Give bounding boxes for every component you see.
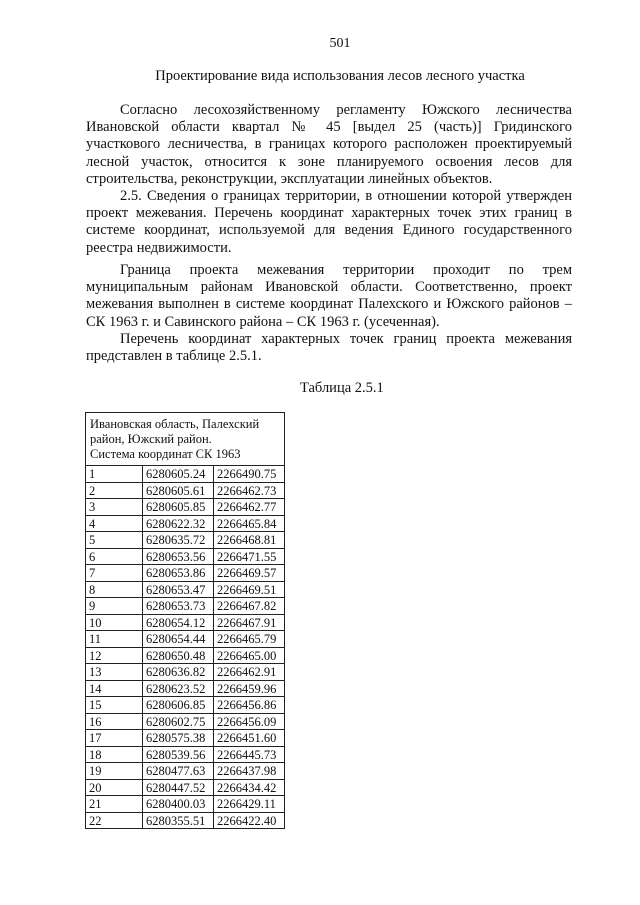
point-number-cell: 10: [86, 614, 143, 631]
paragraph-districts: [86, 262, 572, 331]
y-coordinate-cell: 2266465.79: [214, 631, 285, 648]
y-coordinate-cell: 2266451.60: [214, 730, 285, 747]
x-coordinate-cell: 6280355.51: [143, 812, 214, 829]
paragraph-text: Согласно лесохозяйственному регламенту Южского лесничества Ивановской области квартал № 45 [выдел 25 (часть)] Гридинского участкового лесничества, в границах которого расположен проектируемый лесной участок, относится к зоне планируемого освоения лесов для строительства, реконструкции, эксплуатации линейных объектов.: [86, 102, 572, 187]
x-coordinate-cell: 6280653.73: [143, 598, 214, 615]
page-number: 501: [329, 36, 351, 51]
point-number-cell: 6: [86, 548, 143, 565]
table-row: [86, 515, 285, 532]
y-coordinate-cell: 2266468.81: [214, 532, 285, 549]
point-number-cell: 16: [86, 713, 143, 730]
table-row: [86, 796, 285, 813]
x-coordinate-cell: 6280636.82: [143, 664, 214, 681]
header-region-line: Ивановская область, Палехский: [90, 417, 260, 431]
y-coordinate-cell: 2266490.75: [214, 466, 285, 483]
table-row: [86, 482, 285, 499]
table-row: [86, 713, 285, 730]
y-coordinate-cell: 2266465.84: [214, 515, 285, 532]
table-row: [86, 697, 285, 714]
x-coordinate-cell: 6280605.61: [143, 482, 214, 499]
point-number-cell: 11: [86, 631, 143, 648]
y-coordinate-cell: 2266469.57: [214, 565, 285, 582]
paragraph-text: Перечень координат характерных точек границ проекта межевания представлен в таблице 2.5.1.: [86, 331, 572, 365]
table-row: [86, 548, 285, 565]
x-coordinate-cell: 6280653.86: [143, 565, 214, 582]
table-row: [86, 812, 285, 829]
table-caption: Таблица 2.5.1: [300, 380, 384, 396]
x-coordinate-cell: 6280447.52: [143, 779, 214, 796]
table-row: [86, 680, 285, 697]
x-coordinate-cell: 6280539.56: [143, 746, 214, 763]
x-coordinate-cell: 6280623.52: [143, 680, 214, 697]
x-coordinate-cell: 6280575.38: [143, 730, 214, 747]
table-row: [86, 565, 285, 582]
paragraph-text: 2.5. Сведения о границах территории, в отношении которой утвержден проект межевания. Перечень координат характерных точек этих границ в системе координат, используемой для ведения Единого государственного реестра недвижимости.: [86, 188, 572, 256]
y-coordinate-cell: 2266445.73: [214, 746, 285, 763]
point-number-cell: 7: [86, 565, 143, 582]
x-coordinate-cell: 6280653.56: [143, 548, 214, 565]
x-coordinate-cell: 6280400.03: [143, 796, 214, 813]
y-coordinate-cell: 2266469.51: [214, 581, 285, 598]
y-coordinate-cell: 2266459.96: [214, 680, 285, 697]
y-coordinate-cell: 2266471.55: [214, 548, 285, 565]
table-header-cell: [86, 413, 285, 466]
point-number-cell: 8: [86, 581, 143, 598]
table-row: [86, 664, 285, 681]
paragraph-regulation: [86, 102, 572, 188]
x-coordinate-cell: 6280654.12: [143, 614, 214, 631]
y-coordinate-cell: 2266462.73: [214, 482, 285, 499]
point-number-cell: 21: [86, 796, 143, 813]
x-coordinate-cell: 6280606.85: [143, 697, 214, 714]
point-number-cell: 13: [86, 664, 143, 681]
x-coordinate-cell: 6280602.75: [143, 713, 214, 730]
table-row: [86, 499, 285, 516]
point-number-cell: 14: [86, 680, 143, 697]
point-number-cell: 22: [86, 812, 143, 829]
x-coordinate-cell: 6280605.85: [143, 499, 214, 516]
point-number-cell: 3: [86, 499, 143, 516]
table-row: [86, 631, 285, 648]
header-district-line: район, Южский район.: [90, 432, 212, 446]
x-coordinate-cell: 6280650.48: [143, 647, 214, 664]
point-number-cell: 1: [86, 466, 143, 483]
y-coordinate-cell: 2266456.09: [214, 713, 285, 730]
point-number-cell: 18: [86, 746, 143, 763]
y-coordinate-cell: 2266456.86: [214, 697, 285, 714]
y-coordinate-cell: 2266437.98: [214, 763, 285, 780]
point-number-cell: 4: [86, 515, 143, 532]
table-header-row: [86, 413, 285, 466]
y-coordinate-cell: 2266462.91: [214, 664, 285, 681]
table-row: [86, 763, 285, 780]
table-row: [86, 779, 285, 796]
y-coordinate-cell: 2266465.00: [214, 647, 285, 664]
y-coordinate-cell: 2266434.42: [214, 779, 285, 796]
paragraph-text: Граница проекта межевания территории проходит по трем муниципальным районам Ивановской области. Соответственно, проект межевания выполнен в системе координат Палехского и Южского районов – СК 1963 г. и Савинского района – СК 1963 г. (усеченная).: [86, 262, 572, 330]
table-row: [86, 746, 285, 763]
y-coordinate-cell: 2266462.77: [214, 499, 285, 516]
point-number-cell: 20: [86, 779, 143, 796]
point-number-cell: 17: [86, 730, 143, 747]
point-number-cell: 12: [86, 647, 143, 664]
table-row: [86, 614, 285, 631]
x-coordinate-cell: 6280653.47: [143, 581, 214, 598]
x-coordinate-cell: 6280635.72: [143, 532, 214, 549]
table-row: [86, 647, 285, 664]
table-row: [86, 581, 285, 598]
y-coordinate-cell: 2266422.40: [214, 812, 285, 829]
point-number-cell: 19: [86, 763, 143, 780]
y-coordinate-cell: 2266429.11: [214, 796, 285, 813]
table-row: [86, 598, 285, 615]
point-number-cell: 2: [86, 482, 143, 499]
paragraph-table-reference: [86, 331, 572, 365]
header-crs-line: Система координат СК 1963: [90, 447, 241, 461]
x-coordinate-cell: 6280605.24: [143, 466, 214, 483]
point-number-cell: 9: [86, 598, 143, 615]
x-coordinate-cell: 6280622.32: [143, 515, 214, 532]
point-number-cell: 5: [86, 532, 143, 549]
table-row: [86, 532, 285, 549]
x-coordinate-cell: 6280477.63: [143, 763, 214, 780]
table-row: [86, 466, 285, 483]
x-coordinate-cell: 6280654.44: [143, 631, 214, 648]
paragraph-boundaries: [86, 188, 572, 257]
coordinates-table: [85, 412, 285, 829]
y-coordinate-cell: 2266467.91: [214, 614, 285, 631]
y-coordinate-cell: 2266467.82: [214, 598, 285, 615]
section-heading: Проектирование вида использования лесов лесного участка: [155, 68, 525, 84]
table-row: [86, 730, 285, 747]
point-number-cell: 15: [86, 697, 143, 714]
